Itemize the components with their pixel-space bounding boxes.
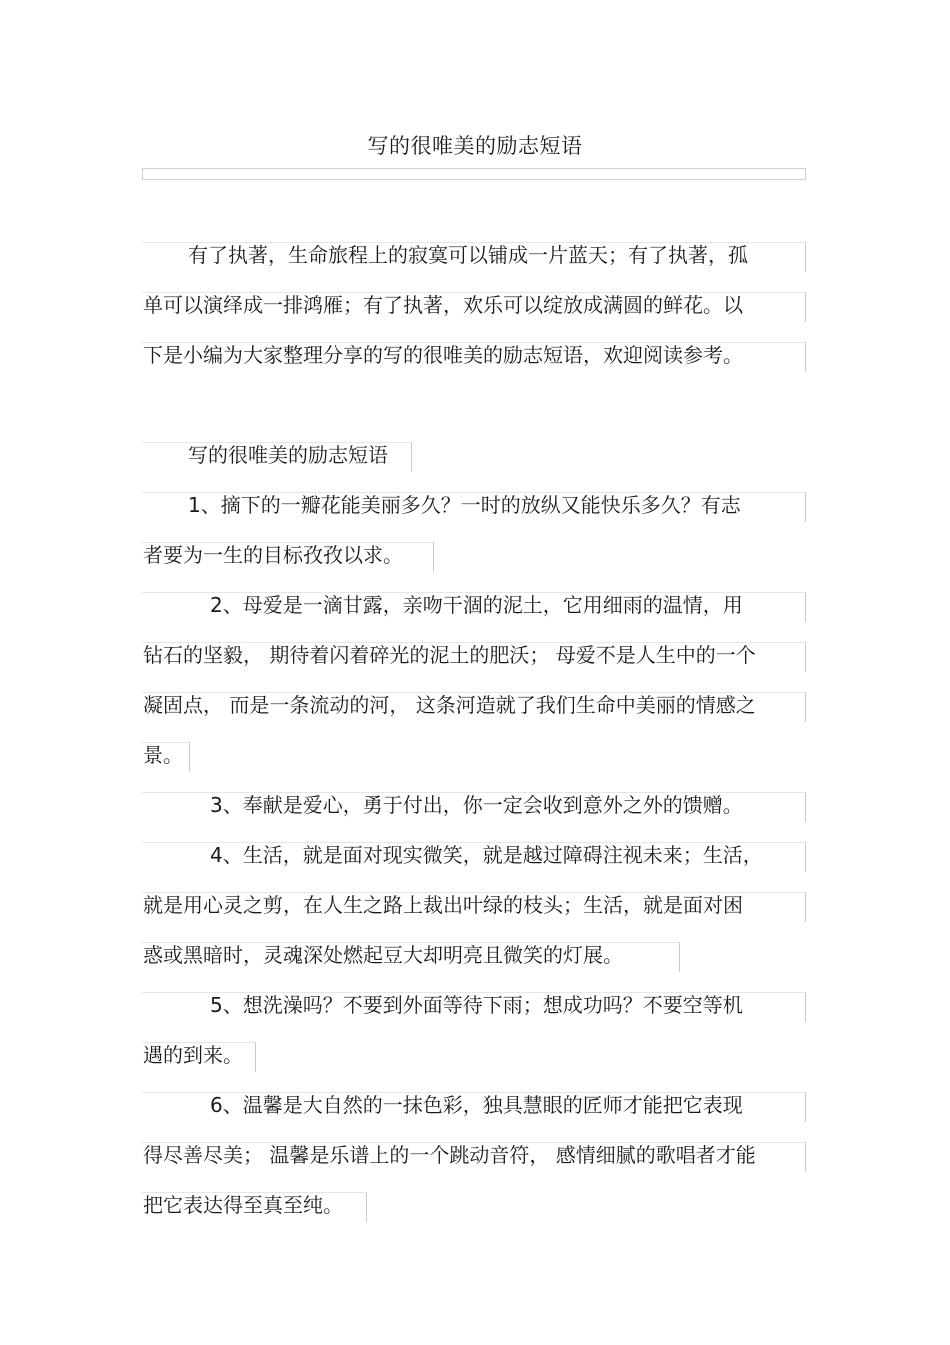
- section-heading: 写的很唯美的励志短语: [188, 443, 388, 467]
- list-item-line: 遇的到来。: [143, 1043, 243, 1067]
- list-item-line: 5、想洗澡吗？不要到外面等待下雨；想成功吗？不要空等机: [210, 993, 743, 1017]
- list-item-line: 凝固点， 而是一条流动的河， 这条河造就了我们生命中美丽的情感之: [143, 693, 756, 717]
- list-item-line: 4、生活，就是面对现实微笑，就是越过障碍注视未来；生活，: [210, 843, 763, 867]
- list-item-line: 把它表达得至真至纯。: [143, 1193, 343, 1217]
- list-item-line: 2、母爱是一滴甘露，亲吻干涸的泥土，它用细雨的温情，用: [210, 593, 743, 617]
- intro-line: 单可以演绎成一排鸿雁；有了执著，欢乐可以绽放成满圆的鲜花。以: [143, 293, 743, 317]
- list-item-line: 就是用心灵之剪，在人生之路上裁出叶绿的枝头；生活，就是面对困: [143, 893, 743, 917]
- intro-line: 下是小编为大家整理分享的写的很唯美的励志短语，欢迎阅读参考。: [143, 343, 743, 367]
- list-item-line: 得尽善尽美； 温馨是乐谱上的一个跳动音符， 感情细腻的歌唱者才能: [143, 1143, 756, 1167]
- list-item-line: 者要为一生的目标孜孜以求。: [143, 543, 403, 567]
- intro-line: 有了执著，生命旅程上的寂寞可以铺成一片蓝天；有了执著，孤: [188, 243, 748, 267]
- list-item-line: 6、温馨是大自然的一抹色彩，独具慧眼的匠师才能把它表现: [210, 1093, 743, 1117]
- list-item-line: 3、奉献是爱心，勇于付出，你一定会收到意外之外的馈赠。: [210, 793, 743, 817]
- list-item-line: 惑或黑暗时，灵魂深处燃起豆大却明亮且微笑的灯展。: [143, 943, 623, 967]
- list-item-line: 钻石的坚毅， 期待着闪着碎光的泥土的肥沃； 母爱不是人生中的一个: [143, 643, 756, 667]
- document-title: 写的很唯美的励志短语: [367, 134, 583, 158]
- title-underline: [142, 168, 806, 180]
- list-item-line: 景。: [143, 743, 183, 767]
- list-item-line: 1、摘下的一瓣花能美丽多久？一时的放纵又能快乐多久？有志: [188, 493, 741, 517]
